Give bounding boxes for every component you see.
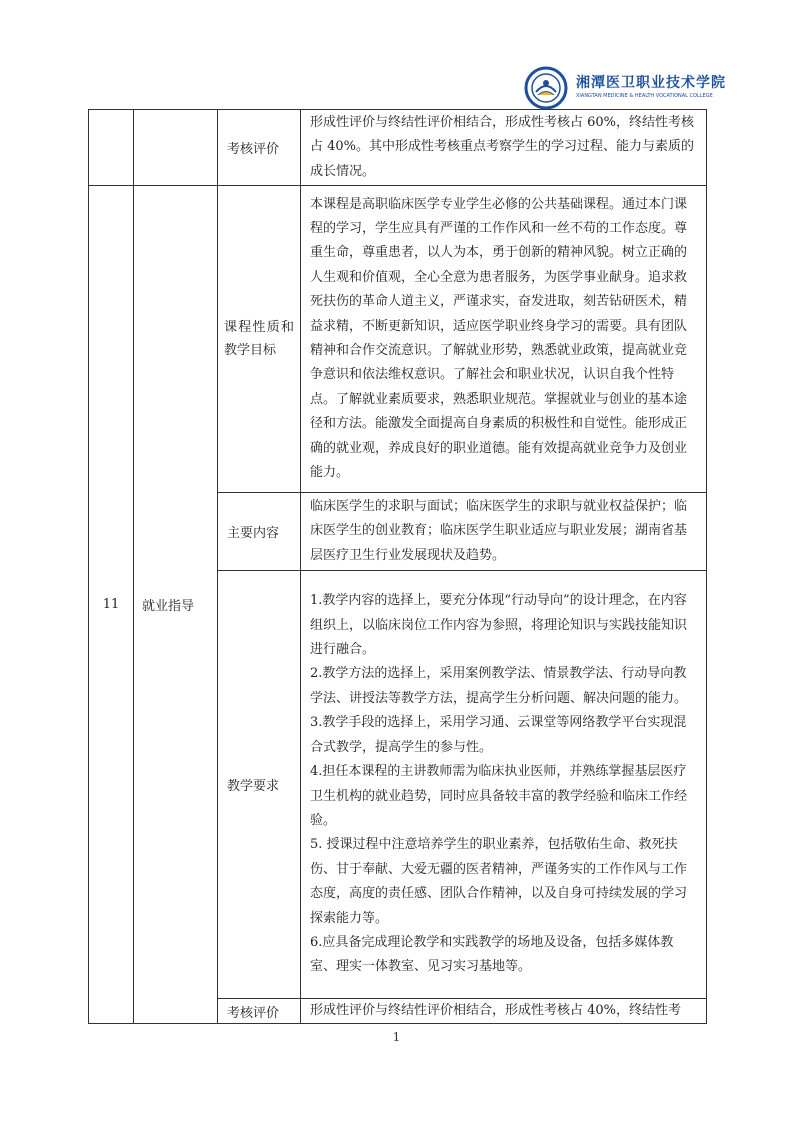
logo-name-en: XIANGTAN MEDICINE & HEALTH VOCATIONAL COLLEGE (576, 93, 713, 99)
college-emblem-icon (524, 66, 568, 110)
item-label: 教学要求 (218, 571, 301, 999)
item-text: 临床医学生的求职与面试；临床医学生的求职与就业权益保护；临床医学生的创业教育；临床医学生职业适应与职业发展；湖南省基层医疗卫生行业发展现状及趋势。 (301, 493, 707, 571)
item-label: 课程性质和教学目标 (218, 186, 301, 493)
course-name: 就业指导 (134, 186, 218, 1024)
item-text: 形成性评价与终结性评价相结合，形成性考核占 60%，终结性考核占 40%。其中形成性考核重点考察学生的学习过程、能力与素质的成长情况。 (301, 110, 707, 186)
item-text: 本课程是高职临床医学专业学生必修的公共基础课程。通过本门课程的学习，学生应具有严谨的工作作风和一丝不苟的工作态度。尊重生命，尊重患者，以人为本，勇于创新的精神风貌。树立正确的人生观和价值观，全心全意为患者服务，为医学事业献身。追求救死扶伤的革命人道主义，严谨求实，奋发进取，刻苦钻研医术，精益求精，不断更新知识，适应医学职业终身学习的需要。具有团队精神和合作交流意识。了解就业形势，熟悉就业政策，提高就业竞争意识和依法维权意识。了解社会和职业状况，认识自我个性特点。了解就业素质要求，熟悉职业规范。掌握就业与创业的基本途径和方法。能激发全面提高自身素质的积极性和自觉性。能形成正确的就业观，养成良好的职业道德。能有效提高就业竞争力及创业能力。 (301, 186, 707, 493)
curriculum-table (88, 109, 707, 1024)
page-number: 1 (392, 1030, 401, 1044)
item-text: 形成性评价与终结性评价相结合，形成性考核占 40%，终结性考 (301, 999, 707, 1024)
item-label: 考核评价 (218, 110, 301, 186)
college-logo (524, 66, 726, 110)
logo-name-cn: 湘潭医卫职业技术学院 (576, 75, 726, 91)
course-name-cell-empty (134, 110, 218, 186)
item-text: 1.教学内容的选择上，要充分体现“行动导向”的设计理念，在内容组织上，以临床岗位工作内容为参照，将理论知识与实践技能知识进行融合。 2.教学方法的选择上，采用案例教学法、情景教学法、行动导向教学法、讲授法等教学方法，提高学生分析问题、解决问题的能力。 3.教学手段的选择上，采用学习通、云课堂等网络教学平台实现混合式教学，提高学生的参与性。 4.担任本课程的主讲教师需为临床执业医师，并熟练掌握基层医疗卫生机构的就业趋势，同时应具备较丰富的教学经验和临床工作经验。 5. 授课过程中注意培养学生的职业素养，包括敬佑生命、救死扶伤、甘于奉献、大爱无疆的医者精神，严谨务实的工作作风与工作态度，高度的责任感、团队合作精神，以及自身可持续发展的学习探索能力等。 6.应具备完成理论教学和实践教学的场地及设备，包括多媒体教室、理实一体教室、见习实习基地等。 (301, 571, 707, 999)
item-label: 考核评价 (218, 999, 301, 1024)
table-row (89, 186, 707, 493)
table-row (89, 110, 707, 186)
course-number-cell-empty (89, 110, 134, 186)
course-number: 11 (89, 186, 134, 1024)
item-label: 主要内容 (218, 493, 301, 571)
